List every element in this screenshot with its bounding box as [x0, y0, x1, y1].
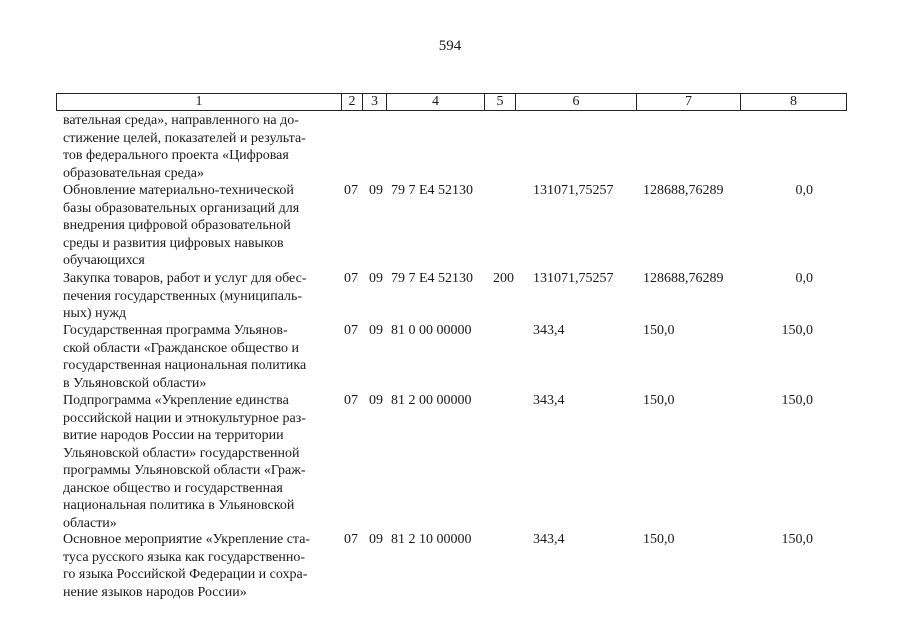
- row-description: Государственная программа Ульянов- ской области «Гражданское общество и государственная национальная политика в Ульяновской области»: [63, 323, 307, 391]
- column-header-2: 2: [342, 94, 363, 110]
- target-article-code: 79 7 E4 52130: [391, 271, 474, 286]
- amount-column-7: 150,0: [643, 393, 675, 408]
- subsection-code: 09: [369, 393, 383, 408]
- column-header-5: 5: [485, 94, 516, 110]
- section-code: 07: [344, 271, 358, 286]
- row-description: Подпрограмма «Укрепление единства российской нации и этнокультурное раз- витие народов России на территории Ульяновской области» государственной программы Ульяновской области «Граж- данское общество и государственная национальная политика в Ульяновской области»: [63, 393, 306, 531]
- amount-column-7: 150,0: [643, 532, 675, 547]
- target-article-code: 81 0 00 00000: [391, 323, 472, 338]
- column-header-3: 3: [363, 94, 387, 110]
- expense-type-code: 200: [493, 271, 514, 286]
- target-article-code: 81 2 00 00000: [391, 393, 472, 408]
- page-number: 594: [438, 38, 462, 54]
- subsection-code: 09: [369, 271, 383, 286]
- target-article-code: 81 2 10 00000: [391, 532, 472, 547]
- section-code: 07: [344, 323, 358, 338]
- amount-column-6: 343,4: [533, 323, 565, 338]
- row-description: вательная среда», направленного на до- стижение целей, показателей и результа- тов федерального проекта «Цифровая образовательная среда»: [63, 113, 306, 181]
- amount-column-7: 128688,76289: [643, 271, 724, 286]
- column-header-7: 7: [637, 94, 741, 110]
- subsection-code: 09: [369, 183, 383, 198]
- amount-column-8: 150,0: [781, 393, 813, 408]
- amount-column-6: 131071,75257: [533, 183, 614, 198]
- amount-column-6: 343,4: [533, 532, 565, 547]
- row-description: Обновление материально-технической базы образовательных организаций для внедрения цифровой образовательной среды и развития цифровых навыков обучающихся: [63, 183, 300, 268]
- amount-column-8: 0,0: [795, 271, 813, 286]
- section-code: 07: [344, 393, 358, 408]
- column-header-4: 4: [387, 94, 485, 110]
- amount-column-8: 150,0: [781, 532, 813, 547]
- subsection-code: 09: [369, 323, 383, 338]
- amount-column-8: 0,0: [795, 183, 813, 198]
- amount-column-6: 343,4: [533, 393, 565, 408]
- amount-column-7: 150,0: [643, 323, 675, 338]
- amount-column-7: 128688,76289: [643, 183, 724, 198]
- section-code: 07: [344, 532, 358, 547]
- column-header-8: 8: [790, 94, 797, 109]
- row-description: Основное мероприятие «Укрепление ста- туса русского языка как государственно- го языка Российской Федерации и сохра- нение языков народов России»: [63, 532, 311, 600]
- column-header-1: 1: [57, 94, 342, 110]
- section-code: 07: [344, 183, 358, 198]
- subsection-code: 09: [369, 532, 383, 547]
- target-article-code: 79 7 E4 52130: [391, 183, 474, 198]
- amount-column-8: 150,0: [781, 323, 813, 338]
- table-header: [56, 93, 847, 111]
- amount-column-6: 131071,75257: [533, 271, 614, 286]
- column-header-6: 6: [516, 94, 637, 110]
- row-description: Закупка товаров, работ и услуг для обес- печения государственных (муниципаль- ных) нужд: [63, 271, 307, 321]
